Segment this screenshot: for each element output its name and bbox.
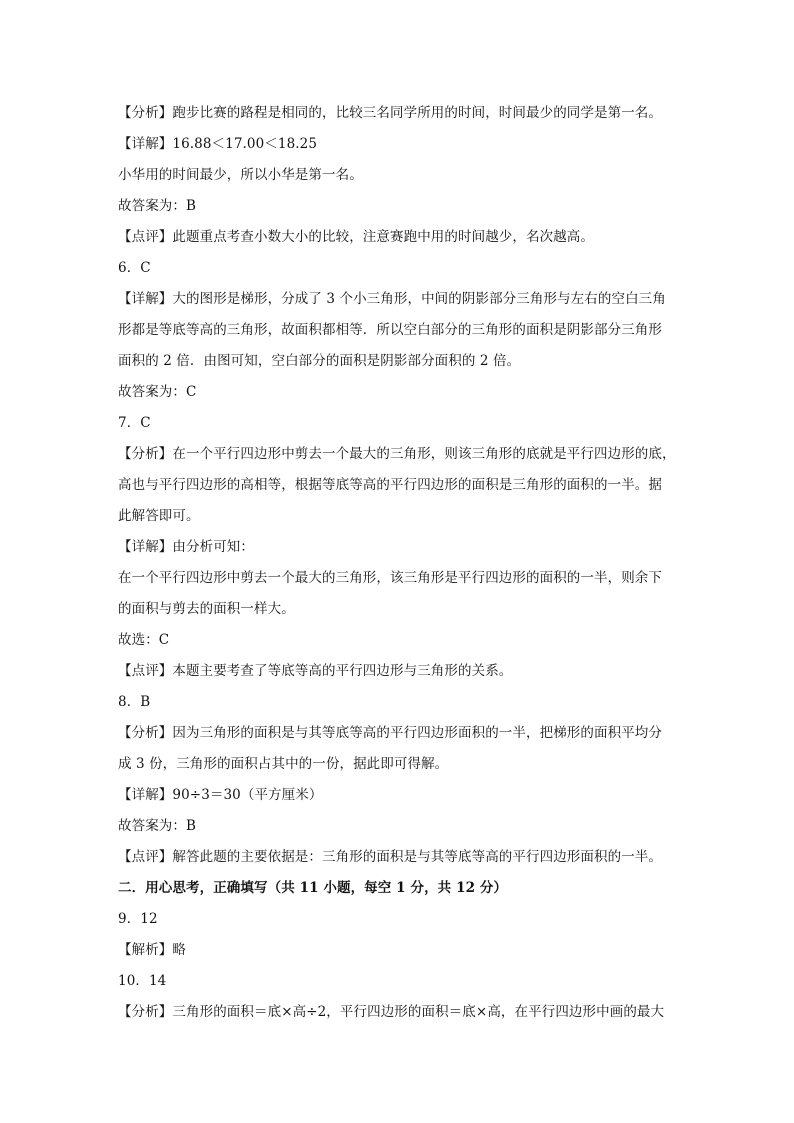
- text-line: 【详解】90÷3＝30（平方厘米）: [118, 787, 323, 803]
- text-line: 【点评】解答此题的主要依据是：三角形的面积是与其等底等高的平行四边形面积的一半。: [118, 849, 662, 865]
- text-line: 成 3 份，三角形的面积占其中的一份，据此即可得解。: [118, 756, 449, 772]
- text-line: 故答案为：C: [118, 384, 197, 400]
- text-line: 故答案为：B: [118, 198, 197, 214]
- text-line: 面积的 2 倍．由图可知，空白部分的面积是阴影部分面积的 2 倍。: [118, 353, 521, 369]
- question-number: 8．B: [118, 694, 151, 710]
- text-line: 【详解】大的图形是梯形，分成了 3 个小三角形，中间的阴影部分三角形与左右的空白三角: [118, 291, 666, 307]
- text-line: 故选：C: [118, 632, 170, 648]
- text-line: 【点评】本题主要考查了等底等高的平行四边形与三角形的关系。: [118, 663, 513, 679]
- question-number: 9．12: [118, 911, 158, 927]
- section-heading: 二．用心思考，正确填写（共 11 小题，每空 1 分，共 12 分）: [118, 880, 508, 896]
- text-line: 此解答即可。: [118, 508, 200, 524]
- text-line: 【详解】由分析可知：: [118, 539, 254, 555]
- text-line: 【详解】16.88＜17.00＜18.25: [118, 136, 318, 152]
- text-line: 【解析】略: [118, 942, 186, 958]
- text-line: 【分析】因为三角形的面积是与其等底等高的平行四边形面积的一半，把梯形的面积平均分: [118, 725, 662, 741]
- text-line: 形都是等底等高的三角形，故面积都相等．所以空白部分的三角形的面积是阴影部分三角形: [118, 322, 662, 338]
- text-line: 【分析】三角形的面积＝底×高÷2，平行四边形的面积＝底×高，在平行四边形中画的最大: [118, 1004, 665, 1020]
- question-number: 6．C: [118, 260, 151, 276]
- question-number: 10．14: [118, 973, 167, 989]
- question-number: 7．C: [118, 415, 151, 431]
- text-line: 【分析】在一个平行四边形中剪去一个最大的三角形，则该三角形的底就是平行四边形的底，: [118, 446, 676, 462]
- text-line: 小华用的时间最少，所以小华是第一名。: [118, 167, 363, 183]
- text-line: 高也与平行四边形的高相等，根据等底等高的平行四边形的面积是三角形的面积的一半。据: [118, 477, 662, 493]
- text-line: 在一个平行四边形中剪去一个最大的三角形，该三角形是平行四边形的面积的一半，则余下: [118, 570, 662, 586]
- text-line: 故答案为：B: [118, 818, 197, 834]
- answer-text: [118, 98, 678, 1028]
- text-line: 【点评】此题重点考查小数大小的比较，注意赛跑中用的时间越少，名次越高。: [118, 229, 594, 245]
- text-line: 【分析】跑步比赛的路程是相同的，比较三名同学所用的时间，时间最少的同学是第一名。: [118, 105, 662, 121]
- text-line: 的面积与剪去的面积一样大。: [118, 601, 295, 617]
